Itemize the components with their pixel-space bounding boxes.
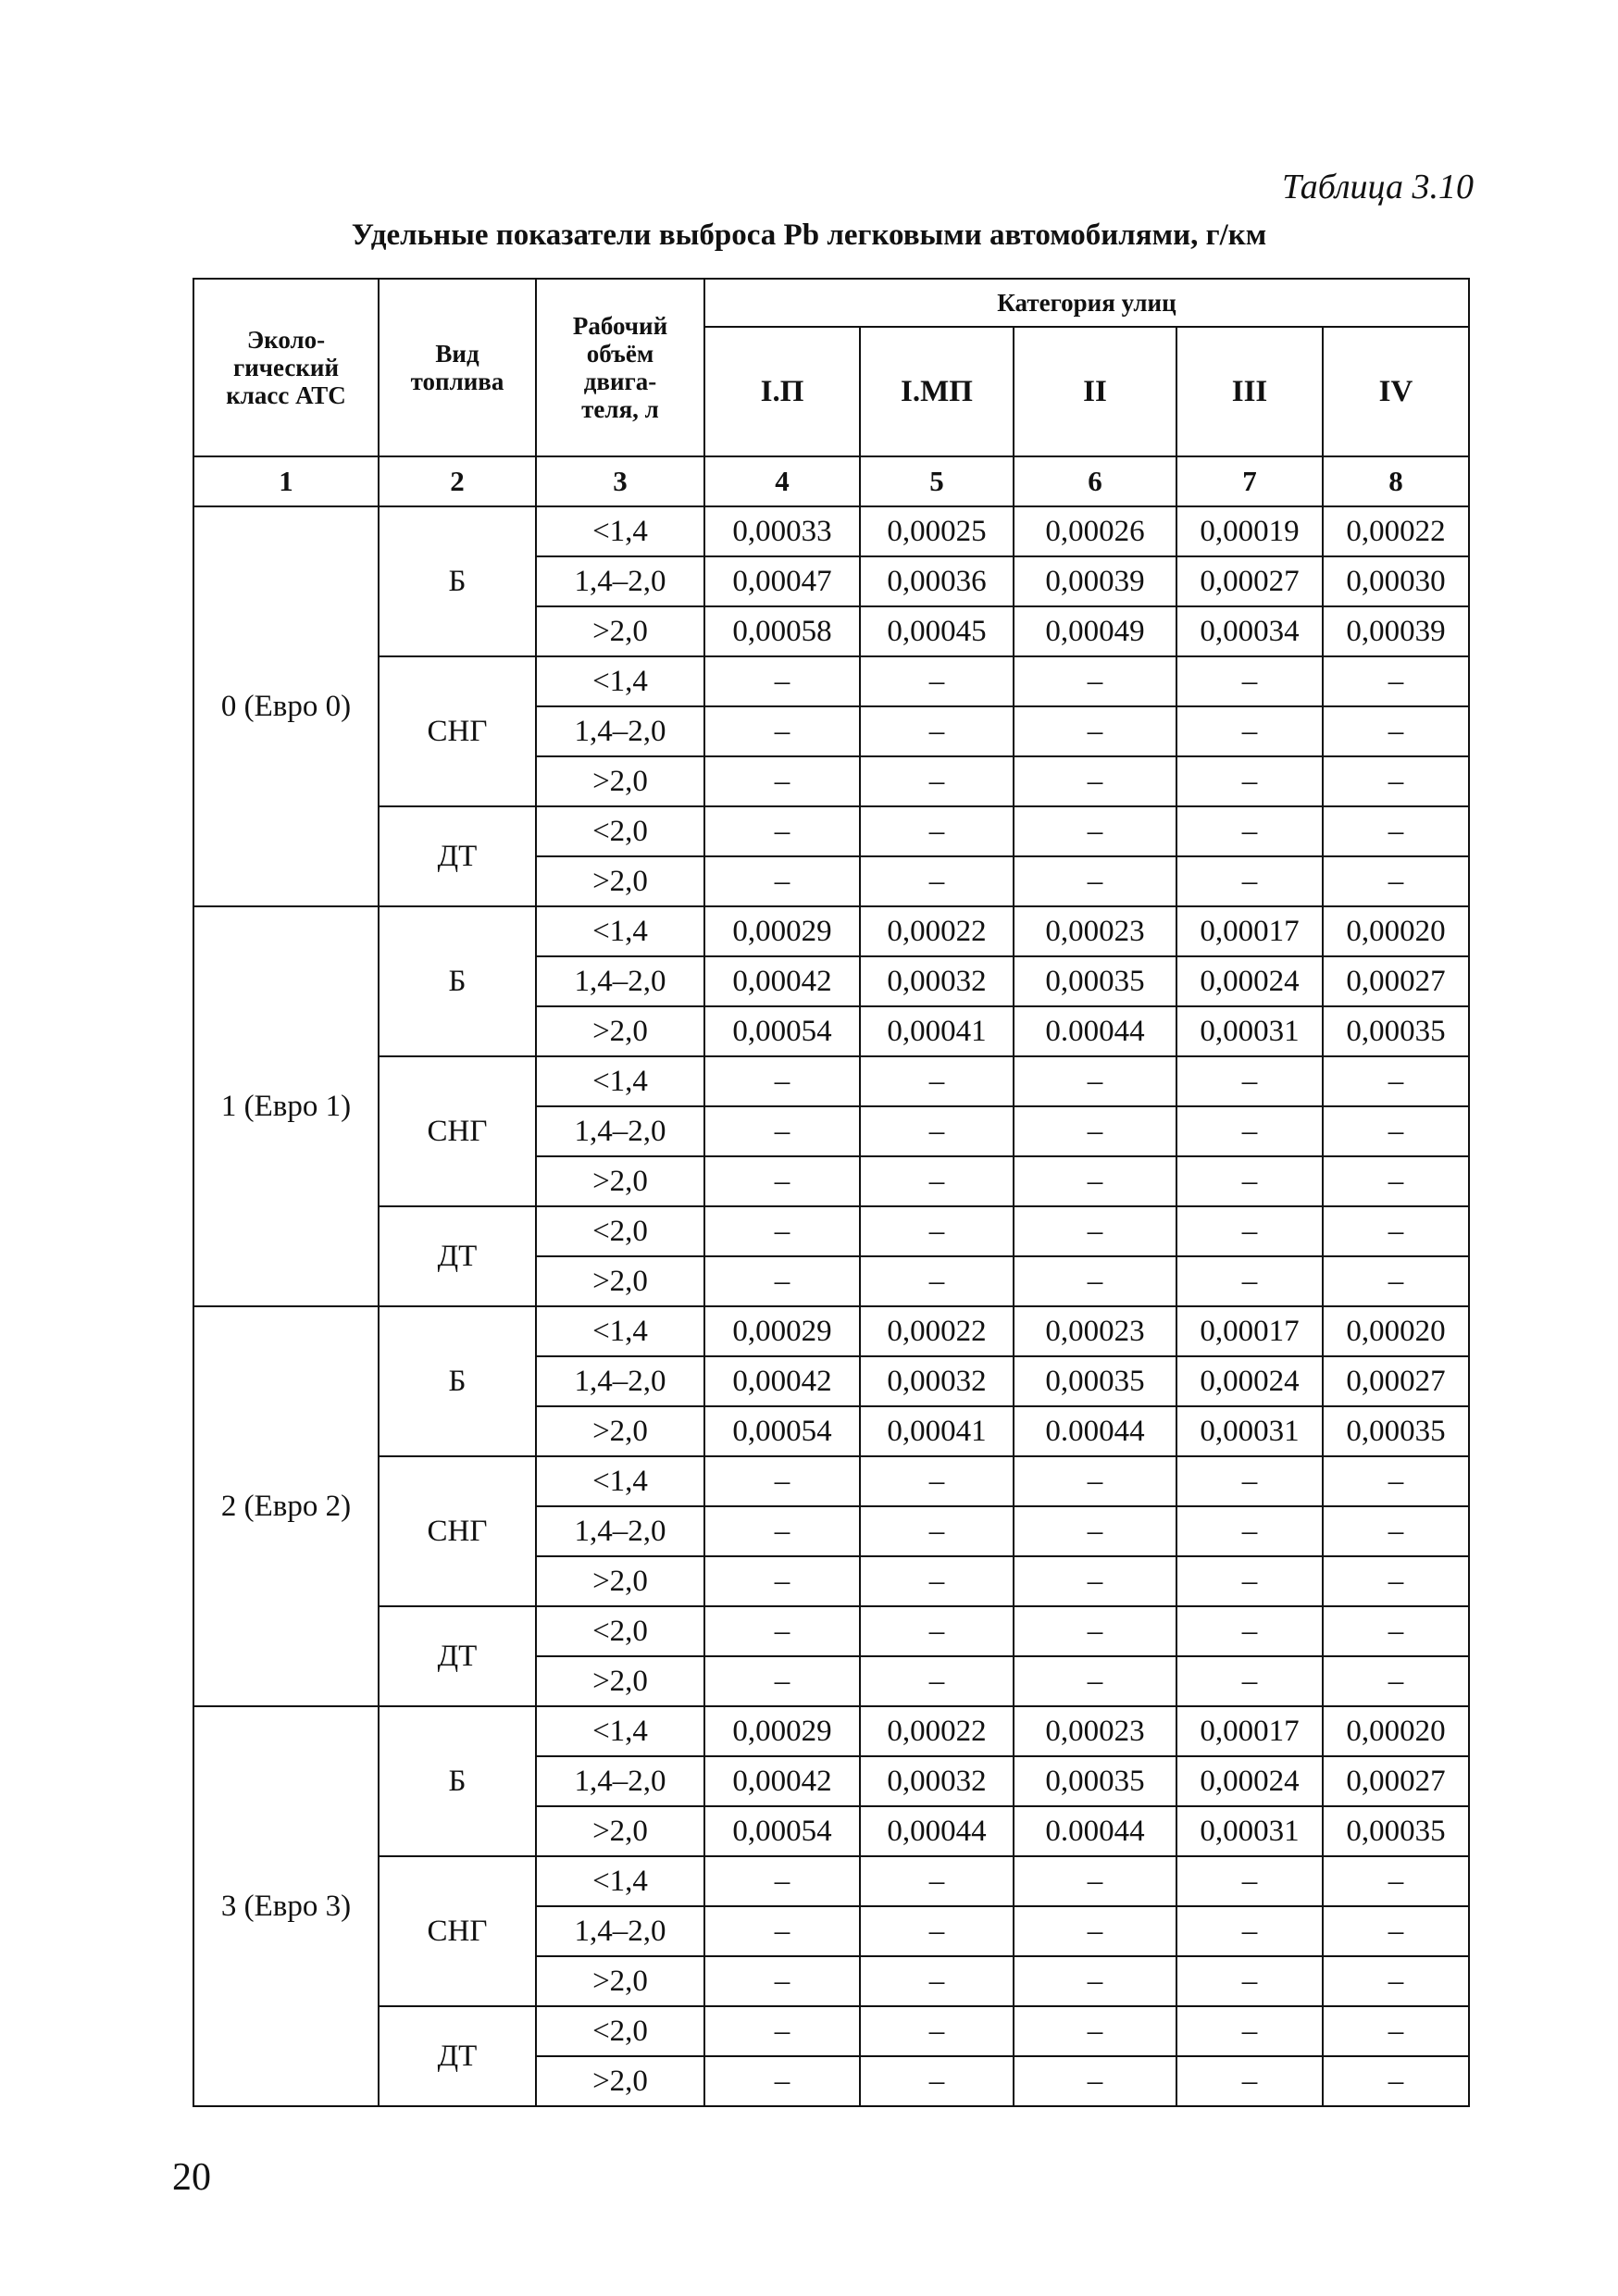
engine-volume-cell: 1,4–2,0 [536, 956, 704, 1006]
emission-value-cell: – [1323, 1956, 1469, 2006]
emission-value-cell: – [704, 806, 860, 856]
emission-value-cell: – [1014, 1906, 1176, 1956]
emission-value-cell: – [704, 1956, 860, 2006]
emission-value-cell: – [1176, 656, 1323, 706]
emission-value-cell: 0,00017 [1176, 1706, 1323, 1756]
emission-value-cell: – [1323, 656, 1469, 706]
emission-value-cell: 0,00023 [1014, 906, 1176, 956]
emission-value-cell: – [1323, 1906, 1469, 1956]
column-number: 6 [1014, 456, 1176, 506]
column-number-row [193, 456, 1469, 506]
emission-value-cell: – [1323, 1556, 1469, 1606]
column-number: 1 [193, 456, 379, 506]
emission-value-cell: 0,00045 [860, 606, 1014, 656]
emission-value-cell: – [704, 1606, 860, 1656]
emission-value-cell: 0,00044 [860, 1806, 1014, 1856]
eco-class-cell: 0 (Евро 0) [193, 506, 379, 906]
header-category-iv: IV [1323, 327, 1469, 456]
emission-value-cell: 0.00044 [1014, 1006, 1176, 1056]
emission-value-cell: – [1323, 2056, 1469, 2106]
emission-value-cell: 0,00041 [860, 1006, 1014, 1056]
emission-value-cell: 0,00032 [860, 1756, 1014, 1806]
emission-value-cell: 0,00058 [704, 606, 860, 656]
emission-value-cell: – [860, 1956, 1014, 2006]
emission-value-cell: – [1014, 1956, 1176, 2006]
emission-value-cell: – [1176, 806, 1323, 856]
emission-value-cell: 0,00022 [1323, 506, 1469, 556]
emission-value-cell: 0,00033 [704, 506, 860, 556]
eco-class-cell: 1 (Евро 1) [193, 906, 379, 1306]
header-fuel-type: Вид топлива [379, 279, 536, 456]
table-row [193, 1706, 1469, 1756]
emission-value-cell: 0,00054 [704, 1006, 860, 1056]
emission-value-cell: – [860, 806, 1014, 856]
table-row [193, 2006, 1469, 2056]
table-row [193, 1606, 1469, 1656]
emission-value-cell: – [1176, 1256, 1323, 1306]
column-number: 8 [1323, 456, 1469, 506]
emissions-table [193, 278, 1470, 2107]
emission-value-cell: 0,00032 [860, 956, 1014, 1006]
fuel-type-cell: Б [379, 506, 536, 656]
emission-value-cell: 0,00029 [704, 906, 860, 956]
emission-value-cell: – [860, 1556, 1014, 1606]
header-category-iii: III [1176, 327, 1323, 456]
header-eco-class: Эколо- гический класс АТС [193, 279, 379, 456]
emission-value-cell: 0,00049 [1014, 606, 1176, 656]
emission-value-cell: – [860, 1256, 1014, 1306]
table-body [193, 506, 1469, 2106]
emission-value-cell: – [860, 756, 1014, 806]
emission-value-cell: – [860, 1456, 1014, 1506]
engine-volume-cell: 1,4–2,0 [536, 1756, 704, 1806]
emission-value-cell: – [704, 1156, 860, 1206]
emission-value-cell: – [704, 1856, 860, 1906]
emission-value-cell: – [1176, 1056, 1323, 1106]
emission-value-cell: 0,00020 [1323, 1306, 1469, 1356]
emission-value-cell: 0,00035 [1323, 1006, 1469, 1056]
engine-volume-cell: 1,4–2,0 [536, 1906, 704, 1956]
emission-value-cell: – [860, 1906, 1014, 1956]
emission-value-cell: – [1014, 656, 1176, 706]
emission-value-cell: 0,00035 [1323, 1406, 1469, 1456]
emission-value-cell: – [1176, 1856, 1323, 1906]
fuel-type-cell: Б [379, 906, 536, 1056]
emission-value-cell: – [704, 706, 860, 756]
emission-value-cell: – [1176, 1906, 1323, 1956]
emission-value-cell: – [860, 1156, 1014, 1206]
emission-value-cell: – [1014, 1206, 1176, 1256]
emission-value-cell: 0,00023 [1014, 1306, 1176, 1356]
emission-value-cell: 0,00024 [1176, 1356, 1323, 1406]
emission-value-cell: – [1323, 1506, 1469, 1556]
engine-volume-cell: >2,0 [536, 1656, 704, 1706]
emission-value-cell: 0,00035 [1014, 1356, 1176, 1406]
emission-value-cell: – [1176, 1106, 1323, 1156]
column-number: 5 [860, 456, 1014, 506]
emission-value-cell: – [1014, 706, 1176, 756]
engine-volume-cell: >2,0 [536, 1006, 704, 1056]
emission-value-cell: – [1323, 2006, 1469, 2056]
emission-value-cell: 0,00031 [1176, 1406, 1323, 1456]
engine-volume-cell: 1,4–2,0 [536, 556, 704, 606]
fuel-type-cell: СНГ [379, 656, 536, 806]
emission-value-cell: – [1014, 1456, 1176, 1506]
header-category-imp: I.МП [860, 327, 1014, 456]
emission-value-cell: – [1323, 1106, 1469, 1156]
emission-value-cell: 0,00047 [704, 556, 860, 606]
emission-value-cell: – [1014, 1856, 1176, 1906]
emission-value-cell: – [860, 1856, 1014, 1906]
emission-value-cell: – [1176, 1506, 1323, 1556]
emission-value-cell: – [1176, 1456, 1323, 1506]
emission-value-cell: – [860, 1606, 1014, 1656]
emission-value-cell: – [1176, 1156, 1323, 1206]
emission-value-cell: 0,00042 [704, 956, 860, 1006]
fuel-type-cell: ДТ [379, 2006, 536, 2106]
emission-value-cell: – [860, 1506, 1014, 1556]
fuel-type-cell: СНГ [379, 1856, 536, 2006]
emission-value-cell: – [1176, 2056, 1323, 2106]
emission-value-cell: 0,00035 [1323, 1806, 1469, 1856]
engine-volume-cell: 1,4–2,0 [536, 706, 704, 756]
emission-value-cell: – [1014, 1106, 1176, 1156]
emission-value-cell: – [860, 2056, 1014, 2106]
emission-value-cell: 0.00044 [1014, 1806, 1176, 1856]
table-row [193, 1056, 1469, 1106]
emission-value-cell: 0,00054 [704, 1406, 860, 1456]
emission-value-cell: – [1176, 856, 1323, 906]
emission-value-cell: 0,00020 [1323, 906, 1469, 956]
emission-value-cell: – [1323, 706, 1469, 756]
emission-value-cell: 0,00035 [1014, 1756, 1176, 1806]
emission-value-cell: – [1014, 1556, 1176, 1606]
emission-value-cell: – [860, 1206, 1014, 1256]
emission-value-cell: – [1014, 1606, 1176, 1656]
eco-class-cell: 3 (Евро 3) [193, 1706, 379, 2106]
emission-value-cell: – [704, 1206, 860, 1256]
column-number: 3 [536, 456, 704, 506]
emission-value-cell: – [704, 1056, 860, 1106]
emission-value-cell: – [704, 2056, 860, 2106]
emission-value-cell: 0,00020 [1323, 1706, 1469, 1756]
engine-volume-cell: <1,4 [536, 1056, 704, 1106]
header-category-ii: II [1014, 327, 1176, 456]
table-row [193, 656, 1469, 706]
table-row [193, 506, 1469, 556]
emission-value-cell: 0,00039 [1323, 606, 1469, 656]
emission-value-cell: – [704, 856, 860, 906]
engine-volume-cell: >2,0 [536, 1156, 704, 1206]
column-number: 2 [379, 456, 536, 506]
fuel-type-cell: ДТ [379, 1206, 536, 1306]
emission-value-cell: – [1014, 756, 1176, 806]
engine-volume-cell: >2,0 [536, 606, 704, 656]
engine-volume-cell: >2,0 [536, 1956, 704, 2006]
emission-value-cell: 0,00030 [1323, 556, 1469, 606]
emission-value-cell: – [704, 1506, 860, 1556]
emission-value-cell: – [1014, 1656, 1176, 1706]
emission-value-cell: 0,00054 [704, 1806, 860, 1856]
emission-value-cell: 0,00027 [1323, 1356, 1469, 1406]
emission-value-cell: – [704, 1456, 860, 1506]
engine-volume-cell: >2,0 [536, 1806, 704, 1856]
engine-volume-cell: <2,0 [536, 1606, 704, 1656]
page-number: 20 [172, 2156, 211, 2199]
engine-volume-cell: <1,4 [536, 1456, 704, 1506]
emission-value-cell: 0,00039 [1014, 556, 1176, 606]
header-street-category: Категория улиц [704, 279, 1469, 327]
emission-value-cell: 0,00027 [1176, 556, 1323, 606]
emission-value-cell: – [1323, 806, 1469, 856]
emission-value-cell: – [1014, 2056, 1176, 2106]
emission-value-cell: – [1014, 1256, 1176, 1306]
emission-value-cell: 0,00041 [860, 1406, 1014, 1456]
fuel-type-cell: Б [379, 1306, 536, 1456]
table-row [193, 1856, 1469, 1906]
emission-value-cell: – [704, 1556, 860, 1606]
emission-value-cell: 0,00034 [1176, 606, 1323, 656]
engine-volume-cell: <1,4 [536, 656, 704, 706]
emission-value-cell: – [1176, 756, 1323, 806]
emission-value-cell: 0,00017 [1176, 1306, 1323, 1356]
eco-class-cell: 2 (Евро 2) [193, 1306, 379, 1706]
engine-volume-cell: <1,4 [536, 1706, 704, 1756]
emission-value-cell: – [704, 1106, 860, 1156]
emission-value-cell: – [860, 1056, 1014, 1106]
fuel-type-cell: СНГ [379, 1056, 536, 1206]
engine-volume-cell: >2,0 [536, 1406, 704, 1456]
emission-value-cell: – [860, 656, 1014, 706]
emission-value-cell: – [1176, 1556, 1323, 1606]
emission-value-cell: 0,00022 [860, 906, 1014, 956]
table-row [193, 1456, 1469, 1506]
emission-value-cell: 0,00027 [1323, 956, 1469, 1006]
emission-value-cell: 0,00022 [860, 1306, 1014, 1356]
engine-volume-cell: <1,4 [536, 506, 704, 556]
emission-value-cell: – [1176, 1956, 1323, 2006]
emission-value-cell: – [1014, 1156, 1176, 1206]
fuel-type-cell: ДТ [379, 1606, 536, 1706]
engine-volume-cell: <1,4 [536, 1306, 704, 1356]
emission-value-cell: 0,00026 [1014, 506, 1176, 556]
fuel-type-cell: ДТ [379, 806, 536, 906]
emission-value-cell: – [1323, 1856, 1469, 1906]
emission-value-cell: – [1323, 756, 1469, 806]
emission-value-cell: – [704, 1656, 860, 1706]
emission-value-cell: – [1014, 806, 1176, 856]
emission-value-cell: 0,00019 [1176, 506, 1323, 556]
emission-value-cell: 0,00022 [860, 1706, 1014, 1756]
emission-value-cell: – [1176, 1656, 1323, 1706]
emission-value-cell: 0,00032 [860, 1356, 1014, 1406]
engine-volume-cell: <1,4 [536, 906, 704, 956]
emission-value-cell: – [1176, 1606, 1323, 1656]
fuel-type-cell: СНГ [379, 1456, 536, 1606]
emission-value-cell: – [1323, 1156, 1469, 1206]
table-title: Удельные показатели выброса Pb легковыми автомобилями, г/км [351, 218, 1267, 252]
emission-value-cell: – [1323, 856, 1469, 906]
engine-volume-cell: 1,4–2,0 [536, 1356, 704, 1406]
table-row [193, 906, 1469, 956]
emission-value-cell: 0,00029 [704, 1706, 860, 1756]
emission-value-cell: 0,00029 [704, 1306, 860, 1356]
emission-value-cell: 0.00044 [1014, 1406, 1176, 1456]
engine-volume-cell: <2,0 [536, 2006, 704, 2056]
engine-volume-cell: 1,4–2,0 [536, 1106, 704, 1156]
emission-value-cell: – [860, 1656, 1014, 1706]
emission-value-cell: – [860, 1106, 1014, 1156]
column-number: 7 [1176, 456, 1323, 506]
emission-value-cell: – [704, 1906, 860, 1956]
fuel-type-cell: Б [379, 1706, 536, 1856]
header-category-ip: I.П [704, 327, 860, 456]
emission-value-cell: – [1014, 1056, 1176, 1106]
header-engine-volume: Рабочий объём двига- теля, л [536, 279, 704, 456]
engine-volume-cell: <1,4 [536, 1856, 704, 1906]
column-number: 4 [704, 456, 860, 506]
emission-value-cell: – [860, 706, 1014, 756]
emission-value-cell: 0,00036 [860, 556, 1014, 606]
emission-value-cell: 0,00025 [860, 506, 1014, 556]
emission-value-cell: – [704, 2006, 860, 2056]
engine-volume-cell: 1,4–2,0 [536, 1506, 704, 1556]
emission-value-cell: – [1323, 1606, 1469, 1656]
emission-value-cell: 0,00023 [1014, 1706, 1176, 1756]
engine-volume-cell: <2,0 [536, 806, 704, 856]
engine-volume-cell: >2,0 [536, 1256, 704, 1306]
emission-value-cell: – [1176, 1206, 1323, 1256]
table-label: Таблица 3.10 [1282, 168, 1474, 206]
emission-value-cell: – [704, 1256, 860, 1306]
table-row [193, 806, 1469, 856]
emission-value-cell: – [860, 856, 1014, 906]
emission-value-cell: 0,00027 [1323, 1756, 1469, 1806]
emission-value-cell: 0,00031 [1176, 1006, 1323, 1056]
emission-value-cell: – [1323, 1256, 1469, 1306]
emission-value-cell: – [1014, 1506, 1176, 1556]
emission-value-cell: 0,00042 [704, 1356, 860, 1406]
engine-volume-cell: >2,0 [536, 1556, 704, 1606]
emission-value-cell: 0,00042 [704, 1756, 860, 1806]
emission-value-cell: – [1323, 1206, 1469, 1256]
emission-value-cell: – [1323, 1456, 1469, 1506]
emission-value-cell: – [1176, 706, 1323, 756]
emission-value-cell: – [1014, 2006, 1176, 2056]
emission-value-cell: 0,00024 [1176, 956, 1323, 1006]
engine-volume-cell: >2,0 [536, 2056, 704, 2106]
engine-volume-cell: >2,0 [536, 756, 704, 806]
table-row [193, 1306, 1469, 1356]
emission-value-cell: 0,00024 [1176, 1756, 1323, 1806]
engine-volume-cell: <2,0 [536, 1206, 704, 1256]
emission-value-cell: – [1323, 1056, 1469, 1106]
emission-value-cell: – [860, 2006, 1014, 2056]
emission-value-cell: – [704, 756, 860, 806]
emission-value-cell: 0,00017 [1176, 906, 1323, 956]
emission-value-cell: 0,00035 [1014, 956, 1176, 1006]
emission-value-cell: – [1323, 1656, 1469, 1706]
emission-value-cell: 0,00031 [1176, 1806, 1323, 1856]
emission-value-cell: – [1014, 856, 1176, 906]
table-row [193, 1206, 1469, 1256]
emission-value-cell: – [704, 656, 860, 706]
emission-value-cell: – [1176, 2006, 1323, 2056]
engine-volume-cell: >2,0 [536, 856, 704, 906]
